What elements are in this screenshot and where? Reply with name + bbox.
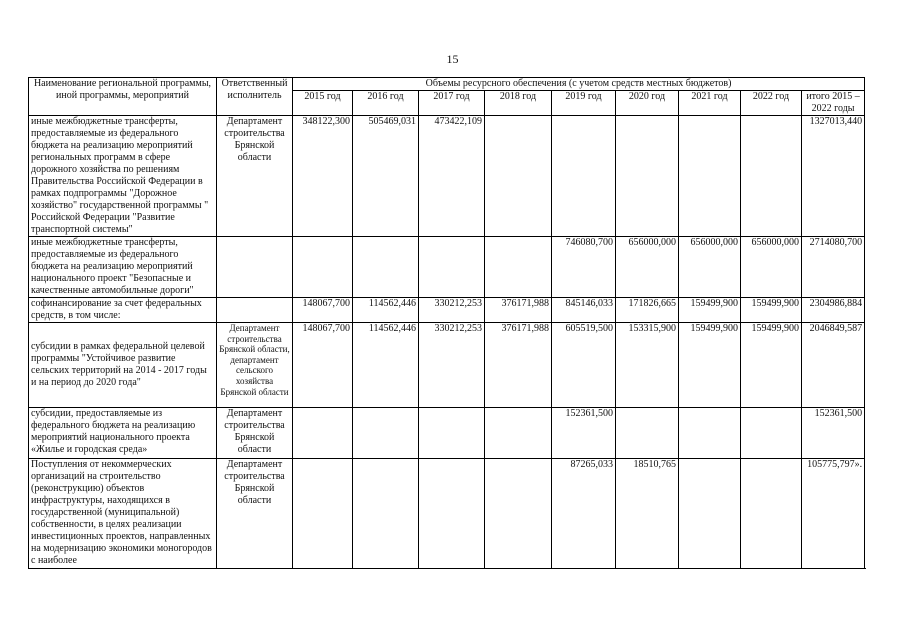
- value-cell: 656000,000: [616, 237, 679, 298]
- total-cell: 1327013,440: [802, 116, 865, 237]
- value-cell: 330212,253: [419, 298, 485, 323]
- value-cell: 152361,500: [552, 408, 616, 459]
- header-year: 2019 год: [552, 91, 616, 116]
- value-cell: 376171,988: [485, 298, 552, 323]
- value-cell: 330212,253: [419, 323, 485, 408]
- value-cell: [741, 408, 802, 459]
- program-name: Поступления от некоммерческих организаций на строительство (реконструкцию) объектов инфраструктуры, находящихся в государственной (муниципальной) собственности, в целях реализации инвестиционных проектов, направленных на модернизацию экономики моногородов с наиболее: [29, 459, 217, 570]
- executor: Департамент строительства Брянской области: [217, 459, 293, 570]
- header-year: 2016 год: [353, 91, 419, 116]
- executor: Департамент строительства Брянской области: [217, 116, 293, 237]
- value-cell: 114562,446: [353, 323, 419, 408]
- value-cell: [419, 459, 485, 570]
- value-cell: 845146,033: [552, 298, 616, 323]
- value-cell: 605519,500: [552, 323, 616, 408]
- value-cell: 159499,900: [679, 298, 741, 323]
- program-name: субсидии в рамках федеральной целевой программы "Устойчивое развитие сельских территорий на 2014 - 2017 годы и на период до 2020 года": [29, 323, 217, 408]
- value-cell: 505469,031: [353, 116, 419, 237]
- table-row: [29, 408, 865, 459]
- program-name: софинансирование за счет федеральных средств, в том числе:: [29, 298, 217, 323]
- value-cell: [616, 116, 679, 237]
- value-cell: [679, 116, 741, 237]
- executor: Департамент строительства Брянской области, департамент сельского хозяйства Брянской области: [217, 323, 293, 408]
- header-year: 2022 год: [741, 91, 802, 116]
- value-cell: 148067,700: [293, 323, 353, 408]
- value-cell: 159499,900: [741, 323, 802, 408]
- table-row: [29, 323, 865, 408]
- value-cell: 376171,988: [485, 323, 552, 408]
- total-cell: 152361,500: [802, 408, 865, 459]
- value-cell: [353, 408, 419, 459]
- header-volumes: Объемы ресурсного обеспечения (с учетом средств местных бюджетов): [293, 78, 865, 91]
- value-cell: 746080,700: [552, 237, 616, 298]
- value-cell: [353, 237, 419, 298]
- header-year: 2017 год: [419, 91, 485, 116]
- budget-table: [28, 77, 865, 569]
- total-cell: 2046849,587: [802, 323, 865, 408]
- header-year: 2021 год: [679, 91, 741, 116]
- value-cell: [679, 459, 741, 570]
- value-cell: 87265,033: [552, 459, 616, 570]
- value-cell: 153315,900: [616, 323, 679, 408]
- value-cell: [419, 237, 485, 298]
- executor: Департамент строительства Брянской области: [217, 408, 293, 459]
- value-cell: 148067,700: [293, 298, 353, 323]
- value-cell: 348122,300: [293, 116, 353, 237]
- value-cell: [485, 408, 552, 459]
- header-year: 2020 год: [616, 91, 679, 116]
- value-cell: [485, 459, 552, 570]
- program-name: иные межбюджетные трансферты, предоставляемые из федерального бюджета на реализацию мероприятий региональных программ в сфере дорожного хозяйства по решениям Правительства Российской Федерации в рамках подпрограммы "Дорожное хозяйство" государственной программы " Российской Федерации "Развитие транспортной системы": [29, 116, 217, 237]
- value-cell: 159499,900: [679, 323, 741, 408]
- budget-table-container: [28, 77, 866, 569]
- table-row: [29, 116, 865, 237]
- executor: [217, 298, 293, 323]
- value-cell: [419, 408, 485, 459]
- header-total: итого 2015 – 2022 годы: [802, 91, 865, 116]
- value-cell: 656000,000: [741, 237, 802, 298]
- executor: [217, 237, 293, 298]
- header-year: 2018 год: [485, 91, 552, 116]
- value-cell: [293, 237, 353, 298]
- value-cell: [616, 408, 679, 459]
- value-cell: [293, 408, 353, 459]
- header-executor: Ответственный исполнитель: [217, 78, 293, 116]
- header-year: 2015 год: [293, 91, 353, 116]
- value-cell: [485, 116, 552, 237]
- value-cell: 473422,109: [419, 116, 485, 237]
- page-number: 15: [446, 52, 459, 66]
- value-cell: 159499,900: [741, 298, 802, 323]
- table-row: [29, 459, 865, 570]
- total-cell: 2304986,884: [802, 298, 865, 323]
- total-cell: 2714080,700: [802, 237, 865, 298]
- program-name: субсидии, предоставляемые из федерального бюджета на реализацию мероприятий национального проекта «Жилье и городская среда»: [29, 408, 217, 459]
- value-cell: [552, 116, 616, 237]
- value-cell: [485, 237, 552, 298]
- table-row: [29, 298, 865, 323]
- value-cell: [353, 459, 419, 570]
- value-cell: [741, 459, 802, 570]
- program-name: иные межбюджетные трансферты, предоставляемые из федерального бюджета на реализацию мероприятий национального проект "Безопасные и качественные автомобильные дороги": [29, 237, 217, 298]
- value-cell: 656000,000: [679, 237, 741, 298]
- header-name: Наименование региональной программы, иной программы, мероприятий: [29, 78, 217, 116]
- value-cell: 114562,446: [353, 298, 419, 323]
- value-cell: 171826,665: [616, 298, 679, 323]
- value-cell: [679, 408, 741, 459]
- value-cell: 18510,765: [616, 459, 679, 570]
- value-cell: [741, 116, 802, 237]
- total-cell: 105775,797».: [802, 459, 865, 570]
- table-row: [29, 237, 865, 298]
- value-cell: [293, 459, 353, 570]
